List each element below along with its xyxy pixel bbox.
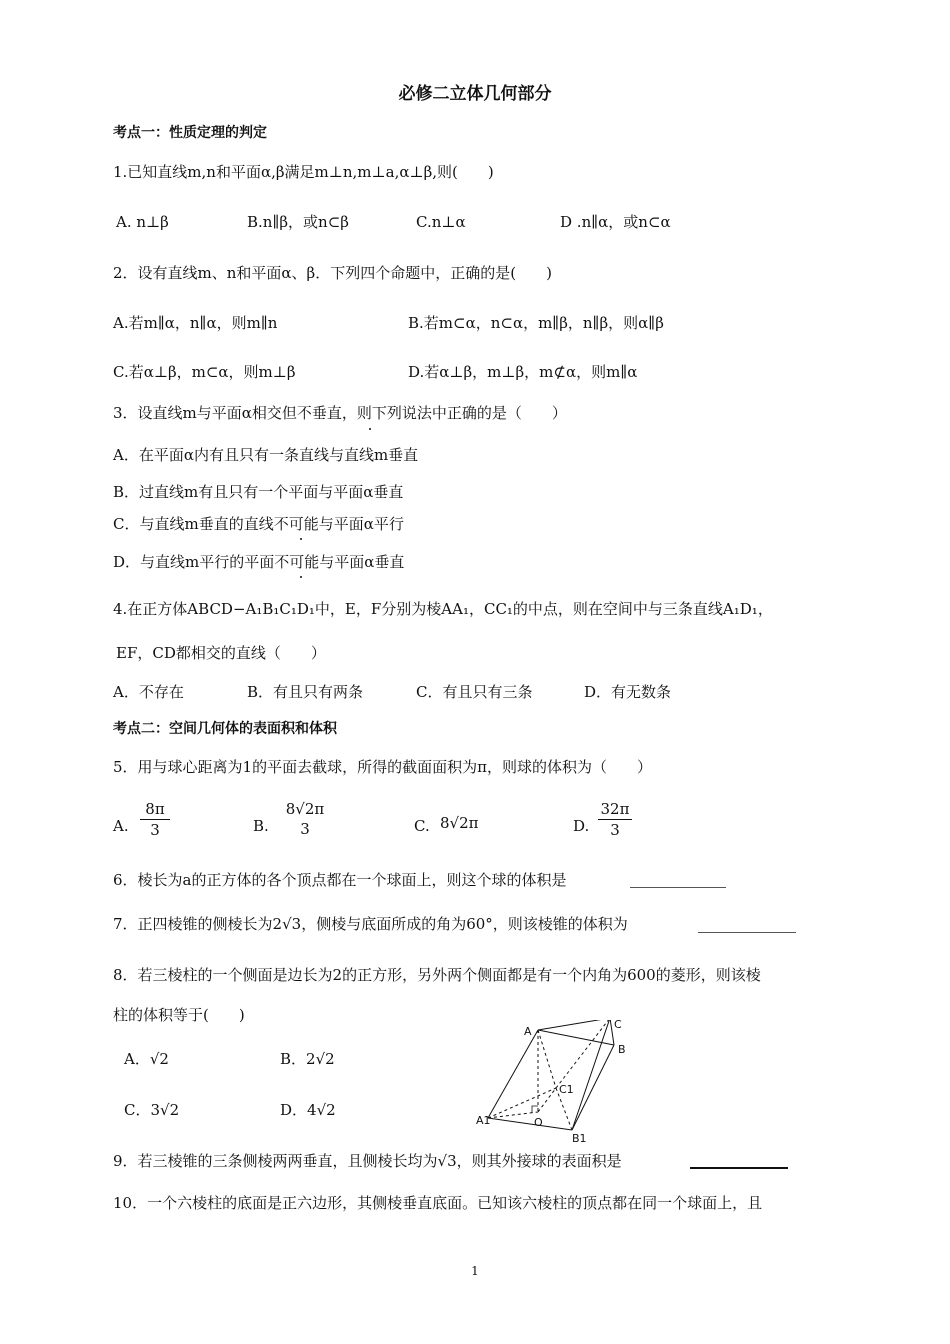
- q1-option-b: B.n∥β，或n⊂β: [247, 213, 349, 231]
- fraction-denominator: 3: [150, 821, 160, 839]
- edge-AC1: [538, 1030, 556, 1088]
- q8-option-d: D．4√2: [280, 1101, 336, 1119]
- q6-stem: 6．棱长为a的正方体的各个顶点都在一个球面上，则这个球的体积是: [113, 871, 567, 889]
- q5-option-d-fraction: [598, 802, 632, 838]
- q3-option-c: C．与直线m垂直的直线不可能与平面α平行: [113, 515, 404, 533]
- vertex-label-C: C: [614, 1020, 622, 1031]
- q4-option-c: C．有且只有三条: [416, 683, 533, 701]
- vertex-label-B: B: [618, 1043, 626, 1056]
- q10-stem: 10．一个六棱柱的底面是正六边形，其侧棱垂直底面。已知该六棱柱的顶点都在同一个球面上，且: [113, 1194, 763, 1212]
- q2-option-a: A.若m∥α，n∥α，则m∥n: [113, 314, 278, 332]
- q1-option-d: D .n∥α，或n⊂α: [560, 213, 671, 231]
- fraction-denominator: 3: [610, 821, 620, 839]
- q3-stem: 3．设直线m与平面α相交但不垂直，则下列说法中正确的是（ ）: [113, 404, 567, 422]
- section-heading-2: 考点二：空间几何体的表面积和体积: [113, 721, 337, 737]
- fraction-numerator: 8√2π: [285, 800, 325, 818]
- q1-stem: 1.已知直线m,n和平面α,β满足m⊥n,m⊥a,α⊥β,则( ): [113, 163, 494, 181]
- q5-option-d-label: D.: [573, 817, 590, 835]
- fraction-denominator: 3: [300, 820, 310, 838]
- point-label-O: O: [534, 1116, 543, 1129]
- q4-option-a: A．不存在: [113, 683, 184, 701]
- q8-stem-line1: 8．若三棱柱的一个侧面是边长为2的正方形，另外两个侧面都是有一个内角为600的菱形，则该棱: [113, 966, 761, 984]
- q9-stem: 9．若三棱锥的三条侧棱两两垂直，且侧棱长均为√3，则其外接球的表面积是: [113, 1152, 622, 1170]
- q5-option-b-fraction: [278, 802, 332, 837]
- q5-option-b-label: B.: [253, 817, 269, 835]
- emphasis-dot: [369, 428, 371, 430]
- edge-A1B1: [488, 1118, 572, 1130]
- answer-blank[interactable]: [690, 1167, 788, 1169]
- q2-stem: 2．设有直线m、n和平面α、β．下列四个命题中，正确的是( ): [113, 264, 552, 282]
- q4-option-b: B．有且只有两条: [247, 683, 364, 701]
- q8-option-b: B．2√2: [280, 1050, 335, 1068]
- q2-option-b: B.若m⊂α，n⊂α，m∥β，n∥β，则α∥β: [408, 314, 664, 332]
- vertex-label-C1: C1: [559, 1083, 574, 1096]
- answer-blank[interactable]: [698, 932, 796, 933]
- q8-stem-line2: 柱的体积等于( ): [113, 1006, 245, 1024]
- q7-stem: 7．正四棱锥的侧棱长为2√3，侧棱与底面所成的角为60°，则该棱锥的体积为: [113, 915, 628, 933]
- edge-BB1: [572, 1045, 614, 1130]
- q1-option-c: C.n⊥α: [416, 213, 466, 231]
- q5-option-a-label: A.: [113, 817, 129, 835]
- vertex-label-A: A: [524, 1025, 532, 1038]
- q5-option-c-label: C.: [414, 817, 430, 835]
- q5-stem: 5．用与球心距离为1的平面去截球，所得的截面面积为π，则球的体积为（ ）: [113, 758, 652, 776]
- fraction-numerator: 8π: [145, 800, 165, 818]
- emphasis-dot: [300, 538, 302, 540]
- vertex-label-A1: A1: [476, 1114, 491, 1127]
- q8-option-a: A．√2: [124, 1050, 169, 1068]
- edge-CB1: [572, 1020, 610, 1130]
- q1-option-a: A. n⊥β: [116, 213, 169, 231]
- vertex-label-B1: B1: [572, 1132, 587, 1145]
- q4-option-d: D．有无数条: [584, 683, 672, 701]
- q4-stem-line2: EF，CD都相交的直线（ ）: [116, 644, 326, 662]
- edge-AB: [538, 1030, 614, 1045]
- edge-AA1: [488, 1030, 538, 1118]
- q2-option-c: C.若α⊥β，m⊂α，则m⊥β: [113, 363, 296, 381]
- edge-AC: [538, 1020, 610, 1030]
- q5-option-a-fraction: [140, 802, 170, 838]
- q4-stem-line1: 4.在正方体ABCD−A₁B₁C₁D₁中，E，F分别为棱AA₁，CC₁的中点，则在空间中与三条直线A₁D₁，: [113, 600, 773, 618]
- page-number: 1: [471, 1264, 479, 1278]
- q3-option-a: A．在平面α内有且只有一条直线与直线m垂直: [113, 446, 419, 464]
- answer-blank[interactable]: [630, 887, 726, 888]
- emphasis-dot: [300, 576, 302, 578]
- q8-option-c: C．3√2: [124, 1101, 180, 1119]
- section-heading-1: 考点一：性质定理的判定: [113, 125, 267, 141]
- q5-option-c-value: 8√2π: [440, 814, 479, 832]
- q3-option-b: B．过直线m有且只有一个平面与平面α垂直: [113, 483, 404, 501]
- page-title: 必修二立体几何部分: [398, 84, 552, 104]
- fraction-numerator: 32π: [600, 800, 630, 818]
- q3-option-d: D．与直线m平行的平面不可能与平面α垂直: [113, 553, 405, 571]
- q2-option-d: D.若α⊥β，m⊥β，m⊄α，则m∥α: [408, 363, 638, 381]
- prism-figure: [474, 1020, 644, 1145]
- edge-CC1: [556, 1020, 610, 1088]
- edge-OC1: [538, 1088, 556, 1112]
- edge-A1C1: [488, 1088, 556, 1118]
